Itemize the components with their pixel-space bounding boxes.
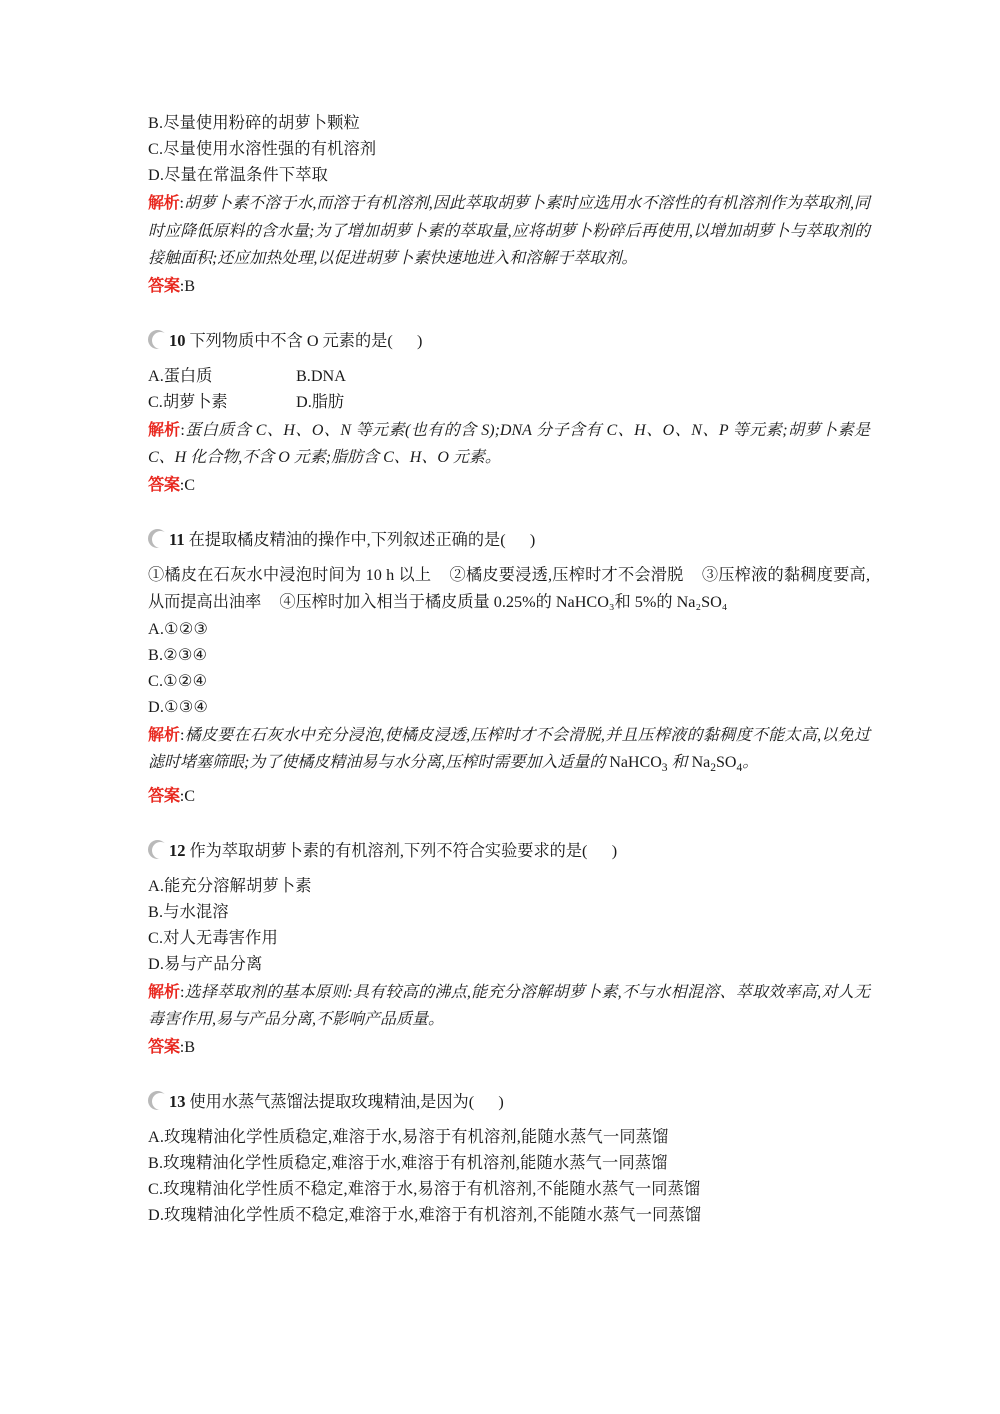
answer-colon: :	[179, 1037, 185, 1056]
question-number-11: 11	[169, 529, 185, 549]
explanation-block	[148, 722, 870, 783]
options-13	[148, 1124, 870, 1228]
option-a[interactable]: A.玫瑰精油化学性质稳定,难溶于水,易溶于有机溶剂,能随水蒸气一同蒸馏	[148, 1127, 669, 1146]
question-stem-12: 作为萃取胡萝卜素的有机溶剂,下列不符合实验要求的是(	[189, 841, 588, 860]
question-stem-close-11: )	[529, 530, 536, 549]
explanation-text: 选择萃取剂的基本原则:具有较高的沸点,能充分溶解胡萝卜素,不与水相混溶、萃取效率高,对人无毒害作用,易与产品分离,不影响产品质量。	[148, 983, 870, 1029]
option-b[interactable]: B.与水混溶	[148, 902, 229, 921]
question-header-12	[148, 836, 870, 864]
chemical-formula-nahco3: NaHCO$_3$	[609, 754, 668, 775]
question-stem-close-10: )	[417, 331, 423, 350]
question-answer-blank-12[interactable]	[587, 838, 611, 864]
answer-label: 答案	[148, 276, 180, 295]
answer-label: 答案	[148, 1037, 180, 1056]
answer-block	[148, 273, 870, 300]
chemical-formula-na2so4: $Na_2SO_4$	[691, 754, 743, 775]
answer-value: C	[184, 475, 196, 494]
question-number-12: 12	[169, 840, 186, 860]
question-header-10	[148, 326, 870, 354]
explanation-colon: :	[179, 983, 185, 1001]
question-number-10: 10	[169, 330, 186, 350]
answer-label: 答案	[148, 786, 180, 805]
explanation-colon: :	[179, 195, 184, 212]
answer-value: B	[184, 1037, 196, 1056]
explanation-block	[148, 190, 870, 273]
option-b[interactable]: B.②③④	[148, 645, 208, 664]
explanation-label: 解析	[148, 421, 181, 439]
option-a[interactable]: A.蛋白质	[148, 366, 213, 385]
answer-colon: :	[179, 475, 185, 494]
answer-label: 答案	[148, 475, 180, 494]
explanation-block	[148, 979, 870, 1034]
question-answer-blank-10[interactable]	[393, 328, 417, 354]
option-c[interactable]: C.对人无毒害作用	[148, 928, 278, 947]
question-header-11	[148, 525, 870, 553]
question-bullet-icon	[148, 1091, 168, 1111]
answer-block	[148, 1034, 870, 1061]
option-d[interactable]: D.易与产品分离	[148, 954, 263, 973]
option-row	[148, 389, 870, 415]
question-stem-13: 使用水蒸气蒸馏法提取玫瑰精油,是因为(	[189, 1092, 475, 1111]
option-a[interactable]: A.能充分溶解胡萝卜素	[148, 876, 312, 895]
question-number-13: 13	[169, 1091, 186, 1111]
options-10	[148, 363, 870, 415]
option-c[interactable]: C.胡萝卜素	[148, 392, 228, 411]
answer-colon: :	[179, 786, 185, 805]
option-a[interactable]: A.①②③	[148, 619, 209, 638]
option-b[interactable]: B.玫瑰精油化学性质稳定,难溶于水,难溶于有机溶剂,能随水蒸气一同蒸馏	[148, 1153, 668, 1172]
answer-value: B	[184, 276, 196, 295]
statement-2: ②橘皮要浸透,压榨时才不会滑脱	[449, 565, 684, 584]
statement-4: ④压榨时加入相当于橘皮质量 0.25%的 NaHCO₃和 5%的 Na₂SO₄	[279, 592, 728, 611]
option-b: B.尽量使用粉碎的胡萝卜颗粒	[148, 114, 360, 132]
explanation-block	[148, 417, 870, 472]
option-row	[148, 363, 870, 389]
question-stem-close-13: )	[498, 1092, 504, 1111]
page-content	[148, 110, 870, 1228]
carryover-options	[148, 110, 870, 188]
statements-11	[148, 562, 870, 616]
explanation-colon: :	[180, 726, 185, 744]
answer-value: C	[184, 786, 196, 805]
options-12	[148, 873, 870, 977]
answer-colon: :	[179, 276, 185, 295]
option-d[interactable]: D.脂肪	[296, 392, 345, 411]
statement-1: ①橘皮在石灰水中浸泡时间为 10 h 以上	[148, 565, 432, 584]
question-stem-10: 下列物质中不含 O 元素的是(	[189, 331, 393, 350]
option-d[interactable]: D.玫瑰精油化学性质不稳定,难溶于水,难溶于有机溶剂,不能随水蒸气一同蒸馏	[148, 1205, 702, 1224]
explanation-colon: :	[180, 421, 185, 439]
explanation-text: 胡萝卜素不溶于水,而溶于有机溶剂,因此萃取胡萝卜素时应选用水不溶性的有机溶剂作为萃取剂,同时应降低原料的含水量;为了增加胡萝卜素的萃取量,应将胡萝卜粉碎后再使用,以增加胡萝卜与萃取剂的接触面积;还应加热处理,以促进胡萝卜素快速地进入和溶解于萃取剂。	[148, 195, 870, 267]
question-answer-blank-13[interactable]	[474, 1089, 498, 1115]
option-b[interactable]: B.DNA	[296, 366, 346, 385]
explanation-label: 解析	[148, 983, 180, 1001]
explanation-label: 解析	[148, 726, 181, 744]
statement-3: ③压榨液的黏稠度要高,从而提高出油率	[148, 565, 871, 611]
answer-block	[148, 472, 870, 499]
question-stem-11: 在提取橘皮精油的操作中,下列叙述正确的是(	[188, 530, 506, 549]
question-bullet-icon	[148, 529, 168, 549]
question-answer-blank-11[interactable]	[506, 527, 530, 553]
options-11	[148, 616, 870, 720]
explanation-text-part-3: 。	[742, 754, 759, 771]
question-bullet-icon	[148, 330, 168, 350]
option-c[interactable]: C.①②④	[148, 671, 208, 690]
explanation-text: 蛋白质含 C、H、O、N 等元素(也有的含 S);DNA 分子含有 C、H、O、N、P 等元素;胡萝卜素是 C、H 化合物,不含 O 元素;脂肪含 C、H、O 元素。	[148, 421, 870, 466]
explanation-label: 解析	[148, 195, 180, 212]
option-c: C.尽量使用水溶性强的有机溶剂	[148, 140, 377, 158]
option-c[interactable]: C.玫瑰精油化学性质不稳定,难溶于水,易溶于有机溶剂,不能随水蒸气一同蒸馏	[148, 1179, 701, 1198]
question-header-13	[148, 1087, 870, 1115]
explanation-text-part-1: 橘皮要在石灰水中充分浸泡,使橘皮浸透,压榨时才不会滑脱,并且压榨液的黏稠度不能太高,以免过滤时堵塞筛眼;为了使橘皮精油易与水分离,压榨时需要加入适量的	[148, 726, 870, 771]
explanation-text-part-2: 和	[667, 754, 692, 771]
option-d[interactable]: D.①③④	[148, 697, 209, 716]
answer-block	[148, 783, 870, 810]
question-bullet-icon	[148, 840, 168, 860]
question-stem-close-12: )	[611, 841, 618, 860]
option-d: D.尽量在常温条件下萃取	[148, 166, 329, 184]
